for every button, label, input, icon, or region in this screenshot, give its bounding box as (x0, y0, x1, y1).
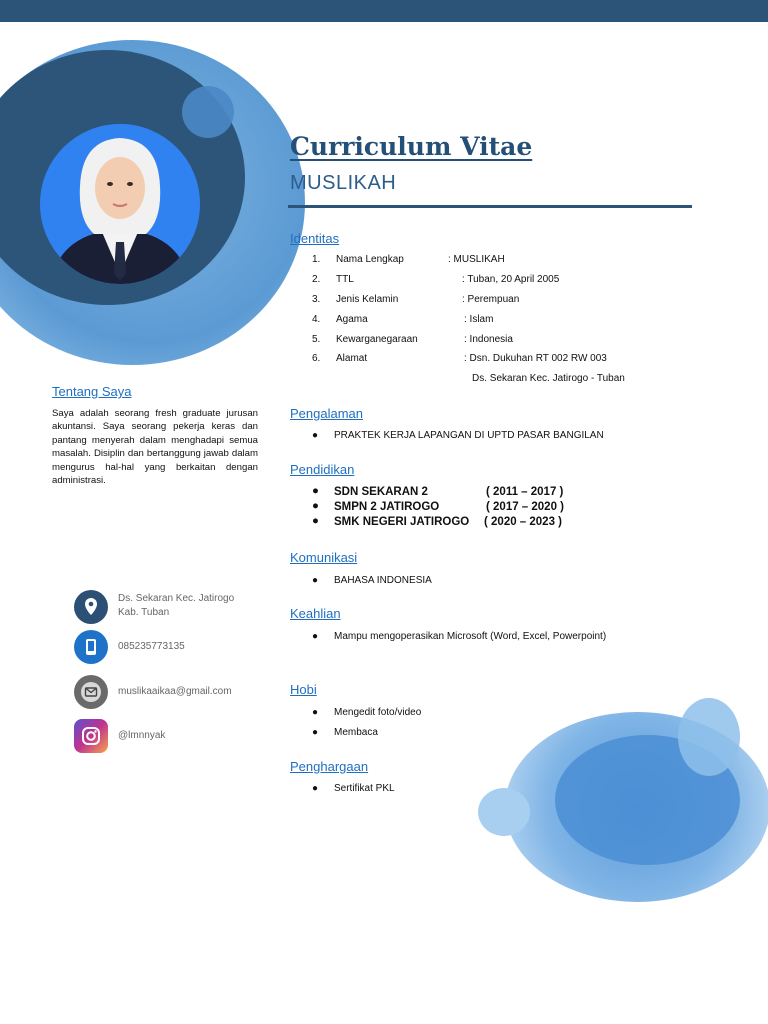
penghargaan-item: Sertifikat PKL (334, 783, 395, 794)
row-value: : Perempuan (462, 294, 520, 305)
address-line-2: Kab. Tuban (118, 607, 170, 618)
section-pengalaman-heading: Pengalaman (290, 406, 363, 421)
row-number: 1. (312, 254, 321, 265)
row-number: 4. (312, 314, 321, 325)
section-pendidikan-heading: Pendidikan (290, 462, 355, 477)
contact-email (74, 675, 294, 709)
person-name: MUSLIKAH (290, 172, 397, 194)
school-years: ( 2017 – 2020 ) (486, 501, 565, 513)
row-value: : MUSLIKAH (448, 254, 505, 265)
row-label: Kewarganegaraan (336, 334, 418, 345)
phone-icon (74, 630, 108, 664)
section-keahlian-heading: Keahlian (290, 606, 341, 621)
address-continuation: Ds. Sekaran Kec. Jatirogo - Tuban (472, 373, 625, 384)
phone-number: 085235773135 (118, 641, 185, 652)
komunikasi-item: BAHASA INDONESIA (334, 575, 432, 586)
bullet: ● (312, 631, 319, 642)
row-value: : Indonesia (464, 334, 513, 345)
bullet: ● (312, 707, 319, 718)
decor-circle-bottom-left (478, 788, 530, 836)
address-line-1: Ds. Sekaran Kec. Jatirogo (118, 593, 235, 604)
bullet: ● (312, 515, 319, 527)
row-number: 3. (312, 294, 321, 305)
row-label: Nama Lengkap (336, 254, 404, 265)
about-text: Saya adalah seorang fresh graduate jurusan akuntansi. Saya seorang pekerja keras dan pantang menyerah dalam menghadapi semua masalah. Disiplin dan bertanggung jawab dalam mengurus hal-hal yang berkaitan dengan administrasi. (52, 408, 258, 487)
contact-address (74, 590, 294, 624)
hobi-item: Mengedit foto/video (334, 707, 422, 718)
school-years: ( 2020 – 2023 ) (484, 516, 563, 528)
bullet: ● (312, 500, 319, 512)
decor-circle-bottom-top (678, 698, 740, 776)
email-address: muslikaaikaa@gmail.com (118, 686, 232, 697)
school-name: SMPN 2 JATIROGO (334, 501, 440, 513)
hobi-item: Membaca (334, 727, 378, 738)
row-label: Agama (336, 314, 368, 325)
section-penghargaan-heading: Penghargaan (290, 759, 369, 774)
row-number: 5. (312, 334, 321, 345)
row-label: Jenis Kelamin (336, 294, 399, 305)
bullet: ● (312, 485, 319, 497)
row-value: : Tuban, 20 April 2005 (462, 274, 560, 285)
decor-circle-small (182, 86, 234, 138)
email-icon (74, 675, 108, 709)
row-value: : Islam (464, 314, 494, 325)
bullet: ● (312, 575, 319, 586)
school-name: SMK NEGERI JATIROGO (334, 516, 470, 528)
profile-photo (40, 124, 200, 284)
school-years: ( 2011 – 2017 ) (486, 486, 564, 498)
instagram-icon (74, 719, 108, 753)
row-value: : Dsn. Dukuhan RT 002 RW 003 (464, 353, 607, 364)
row-label: TTL (336, 274, 354, 285)
contact-instagram (74, 719, 294, 753)
section-komunikasi-heading: Komunikasi (290, 550, 358, 565)
pengalaman-item: PRAKTEK KERJA LAPANGAN DI UPTD PASAR BANGILAN (334, 430, 604, 441)
bullet: ● (312, 727, 319, 738)
about-heading: Tentang Saya (52, 384, 132, 399)
keahlian-item: Mampu mengoperasikan Microsoft (Word, Excel, Powerpoint) (334, 631, 607, 642)
bullet: ● (312, 430, 319, 441)
document-title: Curriculum Vitae (290, 132, 533, 161)
section-hobi-heading: Hobi (290, 682, 317, 697)
contact-phone (74, 630, 294, 664)
row-number: 2. (312, 274, 321, 285)
location-pin-icon (74, 590, 108, 624)
top-bar (0, 0, 768, 22)
section-identitas-heading: Identitas (290, 231, 340, 246)
header-rule (288, 205, 692, 208)
row-label: Alamat (336, 353, 368, 364)
instagram-handle: @lmnnyak (118, 730, 166, 741)
bullet: ● (312, 783, 319, 794)
school-name: SDN SEKARAN 2 (334, 486, 428, 498)
row-number: 6. (312, 353, 321, 364)
